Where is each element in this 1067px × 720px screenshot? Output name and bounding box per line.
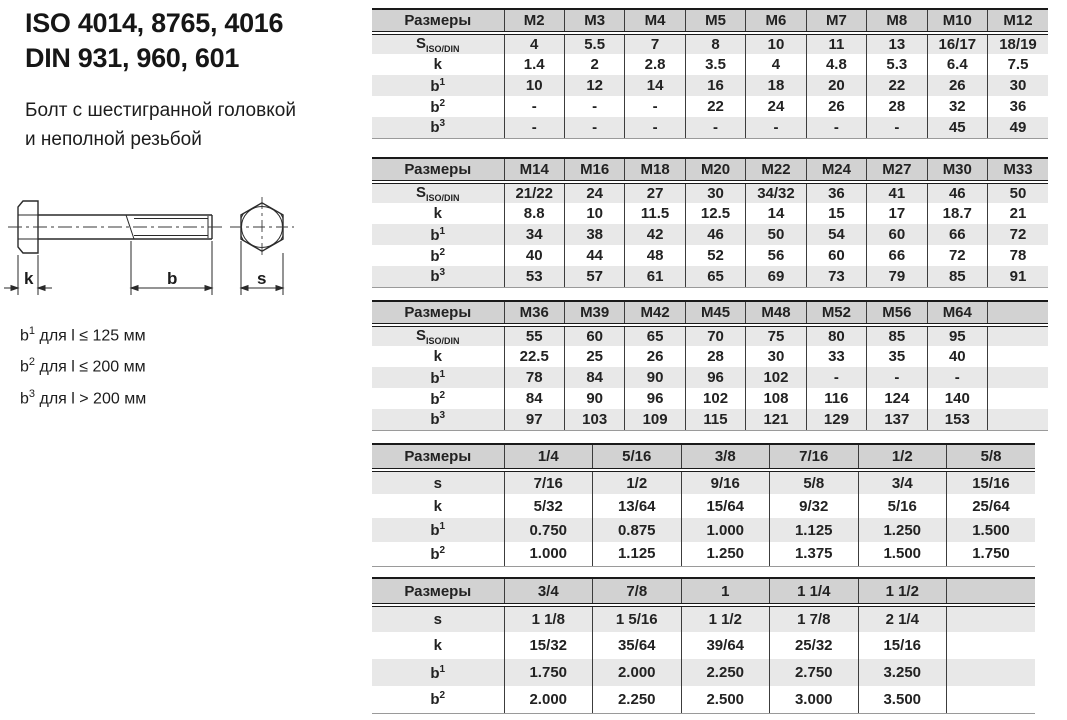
spec-cell: 11 bbox=[806, 33, 866, 54]
column-header-5-16: 5/16 bbox=[593, 444, 682, 470]
spec-cell: 84 bbox=[525, 390, 543, 407]
spec-cell: 16/17 bbox=[927, 33, 987, 54]
spec-cell: 5/8 bbox=[770, 470, 859, 494]
spec-cell: 3/4 bbox=[858, 470, 947, 494]
spec-cell: 42 bbox=[625, 224, 685, 245]
row-label: $b^2$ bbox=[372, 542, 504, 566]
spec-cell: 32 bbox=[927, 96, 987, 117]
footnote-b3: $b^3$ для l > 200 мм bbox=[20, 387, 147, 407]
column-header-M22: M22 bbox=[746, 158, 806, 182]
product-description bbox=[25, 96, 296, 154]
dimension-lines bbox=[4, 241, 283, 295]
spec-cell: 2.000 bbox=[504, 686, 593, 713]
spec-cell: 65 bbox=[625, 325, 685, 346]
spec-cell: 73 bbox=[806, 266, 866, 287]
spec-cell: 1.500 bbox=[947, 518, 1036, 542]
row-label: $S_{ISO/DIN}$ bbox=[372, 33, 504, 54]
column-header-M27: M27 bbox=[867, 158, 927, 182]
spec-cell: 26 bbox=[625, 346, 685, 367]
row-label: s bbox=[372, 470, 504, 494]
spec-cell: 4 bbox=[746, 54, 806, 75]
column-header-7-8: 7/8 bbox=[593, 578, 682, 605]
spec-cell: 36 bbox=[988, 96, 1049, 117]
spec-cell: 26 bbox=[927, 75, 987, 96]
spec-cell: 1.250 bbox=[858, 518, 947, 542]
spec-cell: 72 bbox=[927, 245, 987, 266]
column-header-1-1-2: 1 1/2 bbox=[858, 578, 947, 605]
spec-cell: 1 1/8 bbox=[504, 605, 593, 632]
spec-cell: 16 bbox=[685, 75, 745, 96]
spec-cell: 46 bbox=[685, 224, 745, 245]
spec-cell: 102 bbox=[685, 388, 745, 409]
spec-cell bbox=[988, 346, 1049, 367]
spec-cell: - bbox=[564, 117, 624, 138]
spec-cell: 80 bbox=[806, 325, 866, 346]
spec-cell: 15/16 bbox=[858, 632, 947, 659]
spec-cell: 10 bbox=[746, 33, 806, 54]
spec-cell: 85 bbox=[927, 266, 987, 287]
spec-table-metric-large bbox=[372, 300, 1048, 431]
column-header-M14: M14 bbox=[504, 158, 564, 182]
spec-cell: 9/32 bbox=[770, 494, 859, 518]
spec-table-inch-large bbox=[372, 577, 1035, 714]
footnotes bbox=[20, 318, 146, 412]
spec-cell: 22 bbox=[685, 96, 745, 117]
footnote-b2: $b^2$ для l ≤ 200 мм bbox=[20, 356, 146, 376]
column-header-M45: M45 bbox=[685, 301, 745, 325]
spec-cell: 3.000 bbox=[770, 686, 859, 713]
row-label: $b^1$ bbox=[372, 224, 504, 245]
spec-cell: 34 bbox=[504, 224, 564, 245]
spec-cell: 90 bbox=[564, 388, 624, 409]
spec-cell: 60 bbox=[806, 245, 866, 266]
column-header-sizes: Размеры bbox=[372, 301, 504, 325]
spec-cell: 12.5 bbox=[685, 203, 745, 224]
column-header-M5: M5 bbox=[685, 9, 745, 33]
spec-cell: 1.750 bbox=[947, 542, 1036, 566]
column-header-M33: M33 bbox=[988, 158, 1049, 182]
spec-cell: 6.4 bbox=[927, 54, 987, 75]
row-label: k bbox=[372, 346, 504, 367]
end-view-centerlines bbox=[230, 197, 294, 257]
spec-cell: 21 bbox=[988, 203, 1049, 224]
spec-cell: 1 5/16 bbox=[593, 605, 682, 632]
column-header-M39: M39 bbox=[564, 301, 624, 325]
spec-cell: 44 bbox=[564, 245, 624, 266]
spec-cell: 60 bbox=[867, 224, 927, 245]
spec-cell: 34/32 bbox=[746, 182, 806, 203]
spec-cell: 1 7/8 bbox=[770, 605, 859, 632]
dimension-k-label: k bbox=[24, 269, 34, 288]
row-label: $b^2$ bbox=[372, 96, 504, 117]
spec-cell: 1.500 bbox=[858, 542, 947, 566]
spec-cell: 25 bbox=[564, 346, 624, 367]
column-header-M64: M64 bbox=[927, 301, 987, 325]
spec-cell: 5.5 bbox=[564, 33, 624, 54]
column-header-empty bbox=[947, 578, 1036, 605]
spec-cell: 33 bbox=[806, 346, 866, 367]
row-label: s bbox=[372, 605, 504, 632]
column-header-M10: M10 bbox=[927, 9, 987, 33]
spec-cell: 129 bbox=[806, 409, 866, 430]
spec-cell: 2.000 bbox=[593, 659, 682, 686]
spec-cell: 46 bbox=[927, 182, 987, 203]
spec-cell: 8 bbox=[685, 33, 745, 54]
spec-cell: 30 bbox=[685, 182, 745, 203]
column-header-M2: M2 bbox=[504, 9, 564, 33]
spec-cell: 3.250 bbox=[858, 659, 947, 686]
spec-cell: 35 bbox=[867, 346, 927, 367]
spec-cell bbox=[988, 388, 1049, 409]
spec-cell: 0.875 bbox=[593, 518, 682, 542]
column-header-M56: M56 bbox=[867, 301, 927, 325]
column-header-1-1-4: 1 1/4 bbox=[770, 578, 859, 605]
spec-cell: 5/32 bbox=[533, 497, 563, 515]
column-header-M52: M52 bbox=[806, 301, 866, 325]
spec-cell: 24 bbox=[564, 182, 624, 203]
spec-cell: 45 bbox=[927, 117, 987, 138]
spec-cell: 8.8 bbox=[523, 205, 545, 222]
dimension-s-label: s bbox=[257, 269, 267, 288]
spec-cell bbox=[947, 686, 1036, 713]
spec-cell bbox=[947, 605, 1036, 632]
spec-cell bbox=[988, 409, 1049, 430]
column-header-M36: M36 bbox=[504, 301, 564, 325]
spec-cell: 7.5 bbox=[988, 54, 1049, 75]
spec-cell: 0.750 bbox=[504, 518, 593, 542]
spec-cell: 40 bbox=[927, 346, 987, 367]
column-header-sizes: Размеры bbox=[372, 158, 504, 182]
spec-cell: 11.5 bbox=[625, 203, 685, 224]
spec-cell: 55 bbox=[504, 325, 564, 346]
spec-cell: 61 bbox=[625, 266, 685, 287]
spec-cell: 14 bbox=[625, 75, 685, 96]
spec-cell: 103 bbox=[564, 409, 624, 430]
spec-cell: 15 bbox=[806, 203, 866, 224]
bolt-technical-drawing bbox=[0, 185, 330, 310]
spec-cell: 27 bbox=[625, 182, 685, 203]
spec-cell bbox=[988, 325, 1049, 346]
row-label: $b^2$ bbox=[372, 245, 504, 266]
column-header-M4: M4 bbox=[625, 9, 685, 33]
spec-cell bbox=[947, 632, 1036, 659]
spec-cell: 1.375 bbox=[770, 542, 859, 566]
spec-cell: 5.3 bbox=[867, 54, 927, 75]
din-standards-line: DIN 931, 960, 601 bbox=[25, 43, 240, 73]
column-header-M30: M30 bbox=[927, 158, 987, 182]
column-header-M8: M8 bbox=[867, 9, 927, 33]
row-label: k bbox=[372, 203, 504, 224]
spec-cell bbox=[947, 659, 1036, 686]
row-label: k bbox=[372, 54, 504, 75]
spec-cell: - bbox=[806, 367, 866, 388]
spec-cell: 69 bbox=[746, 266, 806, 287]
spec-cell: - bbox=[625, 117, 685, 138]
column-header-3-4: 3/4 bbox=[504, 578, 593, 605]
spec-cell: 14 bbox=[746, 203, 806, 224]
spec-cell: 60 bbox=[564, 325, 624, 346]
spec-cell: 40 bbox=[525, 247, 543, 264]
spec-cell: 10 bbox=[564, 203, 624, 224]
spec-cell: 15/16 bbox=[947, 470, 1036, 494]
column-header-sizes: Размеры bbox=[372, 444, 504, 470]
spec-cell: 35/64 bbox=[593, 632, 682, 659]
description-line-1: Болт с шестигранной головкой bbox=[25, 100, 296, 121]
spec-cell: 52 bbox=[685, 245, 745, 266]
spec-cell: 3.5 bbox=[685, 54, 745, 75]
column-header-3-8: 3/8 bbox=[681, 444, 770, 470]
spec-cell: 1.000 bbox=[504, 542, 593, 566]
spec-cell: 25/64 bbox=[947, 494, 1036, 518]
spec-cell: 1.125 bbox=[770, 518, 859, 542]
spec-cell: 21/22 bbox=[504, 182, 564, 203]
row-label: $b^1$ bbox=[372, 659, 504, 686]
spec-cell: - bbox=[531, 98, 537, 115]
spec-cell: 2.750 bbox=[770, 659, 859, 686]
spec-cell: 108 bbox=[746, 388, 806, 409]
row-label: k bbox=[372, 632, 504, 659]
spec-table-metric-small bbox=[372, 8, 1048, 139]
column-header-M18: M18 bbox=[625, 158, 685, 182]
spec-cell: 30 bbox=[988, 75, 1049, 96]
spec-cell: 1.750 bbox=[504, 659, 593, 686]
spec-cell: - bbox=[504, 117, 564, 138]
column-header-M16: M16 bbox=[564, 158, 624, 182]
spec-cell: 15/64 bbox=[681, 494, 770, 518]
spec-cell: 22.5 bbox=[519, 348, 549, 365]
dimension-b-label: b bbox=[167, 269, 178, 288]
spec-cell: 96 bbox=[685, 367, 745, 388]
column-header-sizes: Размеры bbox=[372, 9, 504, 33]
column-header-M48: M48 bbox=[746, 301, 806, 325]
spec-cell: 38 bbox=[564, 224, 624, 245]
column-header-M24: M24 bbox=[806, 158, 866, 182]
spec-cell: 79 bbox=[867, 266, 927, 287]
spec-cell bbox=[988, 367, 1049, 388]
spec-cell: 95 bbox=[927, 325, 987, 346]
spec-cell: 137 bbox=[867, 409, 927, 430]
spec-cell: 65 bbox=[685, 266, 745, 287]
spec-cell: 10 bbox=[504, 75, 564, 96]
spec-cell: 54 bbox=[806, 224, 866, 245]
spec-cell: 2.250 bbox=[681, 659, 770, 686]
spec-cell: 53 bbox=[504, 266, 564, 287]
row-label: k bbox=[372, 494, 504, 518]
spec-cell: 124 bbox=[867, 388, 927, 409]
spec-cell: - bbox=[867, 367, 927, 388]
spec-cell: 102 bbox=[746, 367, 806, 388]
row-label: $b^1$ bbox=[372, 518, 504, 542]
spec-cell: 22 bbox=[867, 75, 927, 96]
spec-cell: 56 bbox=[746, 245, 806, 266]
spec-cell: 1.125 bbox=[593, 542, 682, 566]
spec-cell: 75 bbox=[746, 325, 806, 346]
spec-cell: 15/32 bbox=[529, 637, 568, 654]
column-header-M3: M3 bbox=[564, 9, 624, 33]
spec-cell: - bbox=[746, 117, 806, 138]
spec-cell: 78 bbox=[504, 367, 564, 388]
spec-cell: 7 bbox=[625, 33, 685, 54]
footnote-b1: $b^1$ для l ≤ 125 мм bbox=[20, 325, 146, 345]
row-label: $b^2$ bbox=[372, 686, 504, 713]
spec-cell: 91 bbox=[988, 266, 1049, 287]
spec-cell: 84 bbox=[564, 367, 624, 388]
column-header-M6: M6 bbox=[746, 9, 806, 33]
spec-cell: 3.500 bbox=[858, 686, 947, 713]
spec-cell: 1 1/2 bbox=[681, 605, 770, 632]
spec-cell: 7/16 bbox=[504, 470, 593, 494]
spec-table-inch-small bbox=[372, 443, 1035, 567]
spec-cell: 20 bbox=[806, 75, 866, 96]
column-header-5-8: 5/8 bbox=[947, 444, 1036, 470]
spec-cell: - bbox=[806, 117, 866, 138]
column-header-1-2: 1/2 bbox=[858, 444, 947, 470]
spec-cell: 24 bbox=[746, 96, 806, 117]
column-header-sizes: Размеры bbox=[372, 578, 504, 605]
spec-cell: 13/64 bbox=[593, 494, 682, 518]
spec-cell: 12 bbox=[564, 75, 624, 96]
spec-cell: 70 bbox=[685, 325, 745, 346]
spec-cell: 28 bbox=[685, 346, 745, 367]
spec-cell: 66 bbox=[927, 224, 987, 245]
spec-cell: 2.250 bbox=[593, 686, 682, 713]
description-line-2: и неполной резьбой bbox=[25, 129, 202, 150]
spec-cell: 96 bbox=[625, 388, 685, 409]
spec-cell: 78 bbox=[988, 245, 1049, 266]
spec-cell: 50 bbox=[746, 224, 806, 245]
spec-cell: 85 bbox=[867, 325, 927, 346]
spec-cell: 49 bbox=[988, 117, 1049, 138]
spec-table-metric-medium bbox=[372, 157, 1048, 288]
spec-cell: - bbox=[867, 117, 927, 138]
spec-cell: - bbox=[685, 117, 745, 138]
standards-title bbox=[25, 6, 283, 76]
spec-cell: 4 bbox=[504, 33, 564, 54]
column-header-M7: M7 bbox=[806, 9, 866, 33]
row-label: $b^3$ bbox=[372, 266, 504, 287]
row-label: $S_{ISO/DIN}$ bbox=[372, 325, 504, 346]
row-label: $b^1$ bbox=[372, 367, 504, 388]
row-label: $b^2$ bbox=[372, 388, 504, 409]
spec-cell: 30 bbox=[746, 346, 806, 367]
spec-cell: - bbox=[927, 367, 987, 388]
column-header-empty bbox=[988, 301, 1049, 325]
spec-cell: 2 bbox=[564, 54, 624, 75]
spec-cell: 36 bbox=[806, 182, 866, 203]
spec-cell: 1.4 bbox=[523, 56, 545, 73]
spec-cell: 18.7 bbox=[927, 203, 987, 224]
spec-cell: 116 bbox=[806, 388, 866, 409]
spec-cell: 90 bbox=[625, 367, 685, 388]
spec-cell: - bbox=[564, 96, 624, 117]
column-header-M12: M12 bbox=[988, 9, 1049, 33]
spec-cell: 97 bbox=[504, 409, 564, 430]
spec-cell: 18 bbox=[746, 75, 806, 96]
column-header-1-4: 1/4 bbox=[504, 444, 593, 470]
row-label: $b^3$ bbox=[372, 409, 504, 430]
spec-cell: 109 bbox=[625, 409, 685, 430]
spec-cell: 17 bbox=[867, 203, 927, 224]
spec-cell: 2.500 bbox=[681, 686, 770, 713]
spec-cell: 2 1/4 bbox=[858, 605, 947, 632]
column-header-7-16: 7/16 bbox=[770, 444, 859, 470]
row-label: $b^1$ bbox=[372, 75, 504, 96]
column-header-M20: M20 bbox=[685, 158, 745, 182]
column-header-M42: M42 bbox=[625, 301, 685, 325]
spec-cell: 1.250 bbox=[681, 542, 770, 566]
spec-cell: 9/16 bbox=[681, 470, 770, 494]
spec-cell: 18/19 bbox=[988, 33, 1049, 54]
spec-cell: 5/16 bbox=[858, 494, 947, 518]
spec-cell: 41 bbox=[867, 182, 927, 203]
spec-cell: 25/32 bbox=[770, 632, 859, 659]
spec-cell: 121 bbox=[746, 409, 806, 430]
row-label: $S_{ISO/DIN}$ bbox=[372, 182, 504, 203]
spec-cell: 28 bbox=[867, 96, 927, 117]
spec-cell: 1.000 bbox=[681, 518, 770, 542]
spec-cell: 66 bbox=[867, 245, 927, 266]
spec-cell: 26 bbox=[806, 96, 866, 117]
spec-cell: 72 bbox=[988, 224, 1049, 245]
spec-cell: 153 bbox=[927, 409, 987, 430]
iso-standards-line: ISO 4014, 8765, 4016 bbox=[25, 8, 284, 38]
spec-cell: 13 bbox=[867, 33, 927, 54]
spec-cell: 1/2 bbox=[593, 470, 682, 494]
spec-cell: 50 bbox=[988, 182, 1049, 203]
spec-cell: 57 bbox=[564, 266, 624, 287]
spec-cell: 115 bbox=[685, 409, 745, 430]
spec-cell: 140 bbox=[927, 388, 987, 409]
spec-cell: 2.8 bbox=[625, 54, 685, 75]
row-label: $b^3$ bbox=[372, 117, 504, 138]
column-header-1: 1 bbox=[681, 578, 770, 605]
spec-cell: - bbox=[625, 96, 685, 117]
spec-cell: 39/64 bbox=[681, 632, 770, 659]
spec-cell: 4.8 bbox=[806, 54, 866, 75]
spec-cell: 48 bbox=[625, 245, 685, 266]
